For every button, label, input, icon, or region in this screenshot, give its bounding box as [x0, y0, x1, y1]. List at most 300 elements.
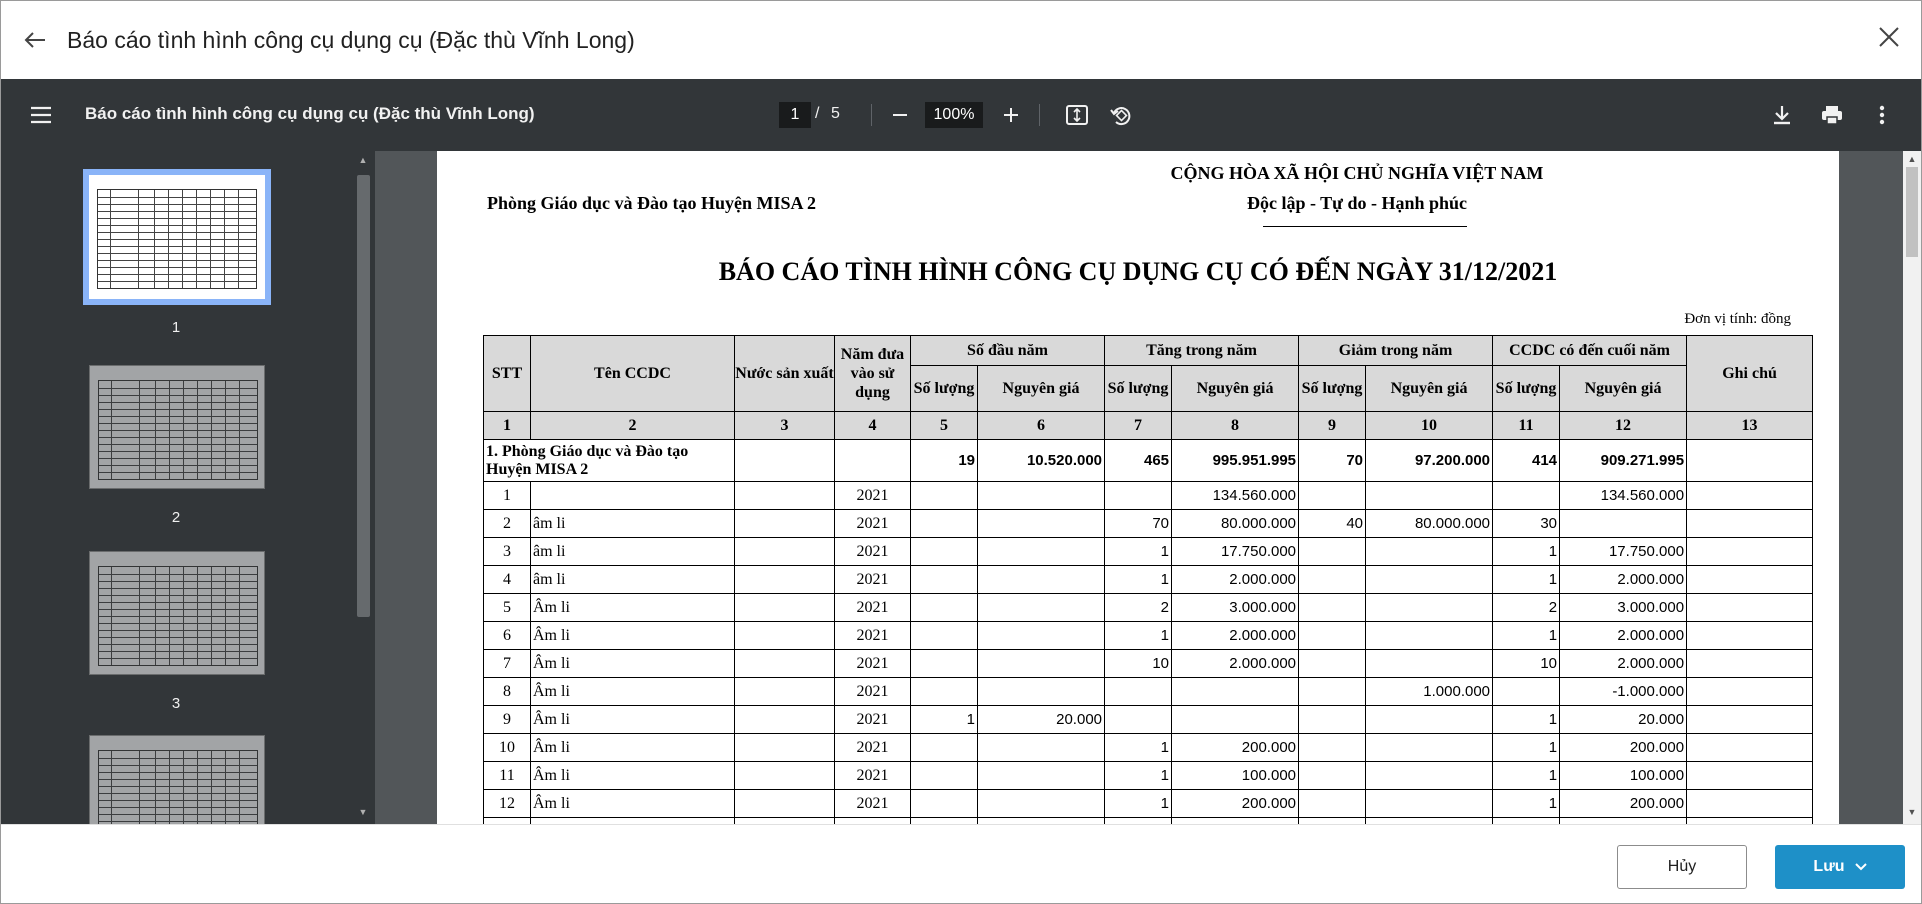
header-name: Tên CCDC [531, 336, 735, 412]
thumbnail-line [98, 260, 256, 261]
thumbnail-line [99, 821, 257, 822]
thumbnail-line [99, 574, 257, 575]
fit-to-page-icon [1066, 105, 1088, 125]
cell-stt: 1 [484, 482, 531, 510]
thumbnail-column [210, 190, 211, 288]
back-button[interactable] [19, 26, 51, 54]
column-index: 4 [835, 412, 911, 440]
thumbnail-column [183, 381, 184, 479]
cell-dec-qty [1299, 678, 1366, 706]
download-button[interactable] [1767, 101, 1797, 129]
motto: Độc lập - Tự do - Hạnh phúc [1246, 193, 1468, 213]
thumbnail-column [239, 381, 240, 479]
thumbnail-column [211, 381, 212, 479]
close-icon [1878, 26, 1900, 48]
thumbnail-line [99, 472, 257, 473]
thumbnail-line [99, 623, 257, 624]
cell-name: Âm li [531, 790, 735, 818]
cell-open-cost [978, 650, 1105, 678]
group-dec-cost: 97.200.000 [1366, 440, 1493, 482]
cell [735, 734, 835, 762]
thumbnail-column [168, 190, 169, 288]
cell-stt: 5 [484, 594, 531, 622]
cell-close-cost: 2.000.000 [1560, 622, 1687, 650]
sidebar-scroll-thumb[interactable] [357, 175, 370, 617]
thumbnail-column [238, 190, 239, 288]
thumbnail-column [196, 190, 197, 288]
thumbnail-line [98, 239, 256, 240]
cell [735, 538, 835, 566]
header-country: Nước sản xuất [735, 336, 835, 412]
cell [1687, 678, 1813, 706]
dialog-header [1, 1, 1921, 79]
cell-year: 2021 [835, 762, 911, 790]
cell-close-qty: 1 [1493, 566, 1560, 594]
cell-inc-cost: 200.000 [1172, 734, 1299, 762]
cell-name: Âm li [531, 650, 735, 678]
thumbnail-preview [98, 380, 258, 480]
page-thumbnail[interactable] [89, 175, 265, 299]
cell-year: 2021 [835, 650, 911, 678]
cell-dec-cost [1366, 790, 1493, 818]
cell-dec-cost [1366, 734, 1493, 762]
cell-dec-qty [1299, 622, 1366, 650]
thumbnail-column [111, 381, 112, 479]
arrow-left-icon [24, 31, 46, 49]
currency-unit: Đơn vị tính: đồng [1684, 311, 1791, 327]
cell-name: âm li [531, 538, 735, 566]
cell-inc-cost: 100.000 [1172, 762, 1299, 790]
cell-inc-qty: 2 [1105, 594, 1172, 622]
sidebar-scroll-up-icon[interactable]: ▲ [358, 155, 368, 165]
thumbnail-line [98, 197, 256, 198]
thumbnail-line [99, 430, 257, 431]
cell-close-cost: 3.000.000 [1560, 594, 1687, 622]
cell-close-cost: 100.000 [1560, 762, 1687, 790]
group-inc-cost: 995.951.995 [1172, 440, 1299, 482]
cell-inc-cost: 2.000.000 [1172, 650, 1299, 678]
cell-stt: 3 [484, 538, 531, 566]
cell-dec-cost [1366, 566, 1493, 594]
cell-close-cost: -1.000.000 [1560, 678, 1687, 706]
cell [735, 594, 835, 622]
cell-open-cost [978, 482, 1105, 510]
cancel-label: Hủy [1667, 858, 1697, 875]
cell-inc-cost: 2.000.000 [1172, 622, 1299, 650]
header-cost: Nguyên giá [1366, 366, 1493, 412]
cell-open-qty [911, 622, 978, 650]
thumbnail-line [99, 609, 257, 610]
zoom-out-button[interactable] [885, 101, 915, 129]
thumbnail-column [239, 567, 240, 665]
cell-inc-qty: 1 [1105, 734, 1172, 762]
cell-inc-cost: 134.560.000 [1172, 482, 1299, 510]
page-number-input[interactable] [779, 102, 811, 128]
table-row [484, 790, 1813, 818]
cell-open-qty [911, 790, 978, 818]
cell-dec-cost [1366, 482, 1493, 510]
header-opening: Số đầu năm [911, 336, 1105, 366]
cell-close-qty: 1 [1493, 622, 1560, 650]
cell-close-qty: 2 [1493, 594, 1560, 622]
thumbnail-line [99, 616, 257, 617]
dialog-footer [1, 824, 1921, 903]
cell-year: 2021 [835, 706, 911, 734]
save-label: Lưu [1813, 858, 1845, 875]
cell-year: 2021 [835, 566, 911, 594]
thumbnail-line [99, 402, 257, 403]
header-cost: Nguyên giá [1560, 366, 1687, 412]
table-row [484, 762, 1813, 790]
thumbnail-line [99, 793, 257, 794]
zoom-input[interactable] [925, 102, 983, 128]
pdf-viewer [375, 151, 1903, 824]
cell-stt: 12 [484, 790, 531, 818]
cell-dec-cost: 80.000.000 [1366, 510, 1493, 538]
thumbnail-line [99, 409, 257, 410]
thumbnail-line [99, 779, 257, 780]
thumbnail-column [110, 190, 111, 288]
thumbnail-line [99, 765, 257, 766]
cell-dec-qty: 40 [1299, 510, 1366, 538]
cell-name: âm li [531, 510, 735, 538]
thumbnail-line [99, 637, 257, 638]
cell [735, 566, 835, 594]
cell-name: Âm li [531, 734, 735, 762]
page-separator: / [815, 105, 820, 122]
thumbnail-column [169, 567, 170, 665]
cell [1687, 594, 1813, 622]
cell [1687, 650, 1813, 678]
thumbnail-page-number: 2 [171, 509, 181, 526]
thumbnail-column [224, 190, 225, 288]
print-button[interactable] [1817, 101, 1847, 129]
column-index: 7 [1105, 412, 1172, 440]
close-button[interactable] [1873, 21, 1905, 53]
cell-dec-qty [1299, 734, 1366, 762]
cancel-button[interactable] [1617, 845, 1747, 889]
thumbnail-column [211, 567, 212, 665]
thumbnail-line [99, 630, 257, 631]
header-qty: Số lượng [1299, 366, 1366, 412]
cell-close-cost: 134.560.000 [1560, 482, 1687, 510]
cell-open-cost [978, 594, 1105, 622]
cell-close-qty: 1 [1493, 790, 1560, 818]
cell-inc-cost: 3.000.000 [1172, 594, 1299, 622]
table-row [484, 566, 1813, 594]
cell-open-qty [911, 538, 978, 566]
column-index: 2 [531, 412, 735, 440]
cell-stt: 4 [484, 566, 531, 594]
menu-button[interactable] [27, 101, 55, 129]
cell-inc-qty: 1 [1105, 762, 1172, 790]
hamburger-menu-icon [31, 107, 51, 123]
thumbnail-line [99, 416, 257, 417]
cell-close-qty: 10 [1493, 650, 1560, 678]
table-row [484, 622, 1813, 650]
cell-year: 2021 [835, 482, 911, 510]
thumbnail-line [98, 225, 256, 226]
thumbnail-line [99, 588, 257, 589]
group-open-cost: 10.520.000 [978, 440, 1105, 482]
cell-inc-qty: 10 [1105, 650, 1172, 678]
cell [835, 440, 911, 482]
cell-dec-cost: 1.000.000 [1366, 678, 1493, 706]
cell-dec-qty [1299, 482, 1366, 510]
cell [735, 510, 835, 538]
group-close-qty: 414 [1493, 440, 1560, 482]
column-index: 11 [1493, 412, 1560, 440]
cell-close-qty [1493, 482, 1560, 510]
column-index: 8 [1172, 412, 1299, 440]
thumbnail-line [99, 814, 257, 815]
fit-to-page-button[interactable] [1062, 101, 1092, 129]
thumbnail-line [99, 602, 257, 603]
cell [735, 790, 835, 818]
print-icon [1821, 105, 1843, 125]
thumbnail-column [225, 567, 226, 665]
thumbnail-column [197, 567, 198, 665]
cell [1687, 538, 1813, 566]
cell-name: Âm li [531, 762, 735, 790]
rotate-button[interactable] [1106, 101, 1136, 129]
cell-close-qty: 1 [1493, 762, 1560, 790]
cell-name [531, 482, 735, 510]
cell [1687, 706, 1813, 734]
cell-inc-qty [1105, 482, 1172, 510]
thumbnail-line [99, 465, 257, 466]
thumbnail-line [99, 395, 257, 396]
header-cost: Nguyên giá [1172, 366, 1299, 412]
thumbnail-line [98, 232, 256, 233]
thumbnail-line [99, 437, 257, 438]
cell-dec-cost [1366, 706, 1493, 734]
dialog-title: Báo cáo tình hình công cụ dụng cụ (Đặc thù Vĩnh Long) [67, 27, 635, 53]
header-increase: Tăng trong năm [1105, 336, 1299, 366]
pdf-page [437, 151, 1839, 851]
cell-inc-cost [1172, 678, 1299, 706]
cell [735, 622, 835, 650]
cell-open-cost: 20.000 [978, 706, 1105, 734]
group-close-cost: 909.271.995 [1560, 440, 1687, 482]
cell-dec-cost [1366, 538, 1493, 566]
thumbnail-column [155, 567, 156, 665]
cell-close-cost: 200.000 [1560, 790, 1687, 818]
thumbnail-page-number: 3 [171, 695, 181, 712]
cell-inc-cost [1172, 706, 1299, 734]
pdf-toolbar [1, 79, 1921, 151]
cell-stt: 11 [484, 762, 531, 790]
thumbnail-sidebar [1, 151, 375, 824]
cell-open-cost [978, 678, 1105, 706]
cell-open-qty: 1 [911, 706, 978, 734]
save-button[interactable] [1775, 845, 1905, 889]
cell-name: Âm li [531, 706, 735, 734]
header-stt: STT [484, 336, 531, 412]
table-row [484, 482, 1813, 510]
column-index: 9 [1299, 412, 1366, 440]
cell-year: 2021 [835, 790, 911, 818]
cell [1687, 440, 1813, 482]
thumbnail-preview [98, 566, 258, 666]
column-index: 5 [911, 412, 978, 440]
cell-open-qty [911, 734, 978, 762]
cell-year: 2021 [835, 510, 911, 538]
page-total: 5 [831, 105, 840, 122]
cell-open-cost [978, 622, 1105, 650]
cell-close-qty: 1 [1493, 706, 1560, 734]
thumbnail-column [197, 381, 198, 479]
cell-open-cost [978, 734, 1105, 762]
cell-dec-qty [1299, 566, 1366, 594]
cell [735, 706, 835, 734]
viewer-scroll-up-icon[interactable]: ▲ [1907, 154, 1917, 164]
header-closing: CCDC có đến cuối năm [1493, 336, 1687, 366]
cell [735, 440, 835, 482]
cell-stt: 9 [484, 706, 531, 734]
cell-year: 2021 [835, 594, 911, 622]
cell-open-cost [978, 762, 1105, 790]
thumbnail-line [99, 772, 257, 773]
header-qty: Số lượng [911, 366, 978, 412]
cell-year: 2021 [835, 538, 911, 566]
cell-inc-qty [1105, 706, 1172, 734]
table-row [484, 678, 1813, 706]
column-index: 6 [978, 412, 1105, 440]
cell-year: 2021 [835, 734, 911, 762]
cell-name: Âm li [531, 622, 735, 650]
thumbnail-line [98, 267, 256, 268]
cell [1687, 762, 1813, 790]
thumbnail-line [99, 388, 257, 389]
cell-close-cost: 200.000 [1560, 734, 1687, 762]
cell-name: Âm li [531, 678, 735, 706]
cell-inc-cost: 80.000.000 [1172, 510, 1299, 538]
cell-dec-qty [1299, 650, 1366, 678]
cell [1687, 790, 1813, 818]
cell-close-cost: 2.000.000 [1560, 566, 1687, 594]
group-row [484, 440, 1813, 482]
cell-close-qty: 30 [1493, 510, 1560, 538]
cell [1687, 510, 1813, 538]
group-open-qty: 19 [911, 440, 978, 482]
cell-stt: 6 [484, 622, 531, 650]
motto-underline [1263, 226, 1467, 227]
cell [1687, 622, 1813, 650]
cell-dec-qty [1299, 538, 1366, 566]
header-decrease: Giảm trong năm [1299, 336, 1493, 366]
column-index: 3 [735, 412, 835, 440]
viewer-scroll-down-icon[interactable]: ▼ [1907, 807, 1917, 817]
table-row [484, 510, 1813, 538]
cell [1687, 482, 1813, 510]
viewer-scroll-thumb[interactable] [1906, 167, 1918, 257]
header-qty: Số lượng [1493, 366, 1560, 412]
thumbnail-line [99, 595, 257, 596]
thumbnail-line [99, 444, 257, 445]
column-index: 10 [1366, 412, 1493, 440]
thumbnail-line [99, 658, 257, 659]
report-table [483, 335, 1813, 846]
group-inc-qty: 465 [1105, 440, 1172, 482]
thumbnail-line [98, 246, 256, 247]
thumbnail-page-number: 1 [171, 319, 181, 336]
cell-open-qty [911, 482, 978, 510]
cell-stt: 8 [484, 678, 531, 706]
cell-close-cost: 2.000.000 [1560, 650, 1687, 678]
thumbnail-line [99, 651, 257, 652]
cell [735, 762, 835, 790]
table-row [484, 538, 1813, 566]
thumbnail-column [139, 381, 140, 479]
thumbnail-line [99, 807, 257, 808]
thumbnail-line [99, 644, 257, 645]
cell-name: âm li [531, 566, 735, 594]
cell-open-qty [911, 678, 978, 706]
thumbnail-line [99, 581, 257, 582]
cell-dec-cost [1366, 650, 1493, 678]
cell-inc-qty: 1 [1105, 622, 1172, 650]
table-row [484, 734, 1813, 762]
thumbnail-column [169, 381, 170, 479]
plus-icon [1003, 107, 1019, 123]
toolbar-divider [1039, 104, 1040, 126]
cell-dec-cost [1366, 762, 1493, 790]
cell-close-cost: 17.750.000 [1560, 538, 1687, 566]
page-thumbnail[interactable] [89, 551, 265, 675]
table-row [484, 594, 1813, 622]
header-qty: Số lượng [1105, 366, 1172, 412]
zoom-in-button[interactable] [996, 101, 1026, 129]
cell-dec-qty [1299, 706, 1366, 734]
chevron-down-icon [1855, 863, 1867, 871]
thumbnail-preview [97, 189, 257, 289]
thumbnail-column [225, 381, 226, 479]
thumbnail-column [138, 190, 139, 288]
cell-close-cost: 20.000 [1560, 706, 1687, 734]
cell-open-qty [911, 566, 978, 594]
organization-name: Phòng Giáo dục và Đào tạo Huyện MISA 2 [487, 193, 817, 213]
document-title: Báo cáo tình hình công cụ dụng cụ (Đặc thù Vĩnh Long) [85, 104, 535, 123]
cell-year: 2021 [835, 622, 911, 650]
header-cost: Nguyên giá [978, 366, 1105, 412]
cell [735, 650, 835, 678]
cell-stt: 10 [484, 734, 531, 762]
thumbnail-line [98, 253, 256, 254]
thumbnail-column [183, 567, 184, 665]
cell-open-cost [978, 510, 1105, 538]
sidebar-scroll-down-icon[interactable]: ▼ [358, 807, 368, 817]
cell-inc-cost: 17.750.000 [1172, 538, 1299, 566]
page-thumbnail[interactable] [89, 365, 265, 489]
cell-open-cost [978, 538, 1105, 566]
cell-inc-qty: 70 [1105, 510, 1172, 538]
thumbnail-line [98, 211, 256, 212]
cell-open-qty [911, 594, 978, 622]
thumbnail-column [111, 567, 112, 665]
rotate-icon [1110, 104, 1132, 126]
more-options-button[interactable] [1867, 101, 1897, 129]
toolbar-divider [871, 104, 872, 126]
thumbnail-line [98, 218, 256, 219]
cell [735, 678, 835, 706]
cell-open-qty [911, 510, 978, 538]
thumbnail-line [98, 204, 256, 205]
column-index-row [484, 412, 1813, 440]
cell-dec-qty [1299, 762, 1366, 790]
thumbnail-column [155, 381, 156, 479]
thumbnail-line [99, 800, 257, 801]
